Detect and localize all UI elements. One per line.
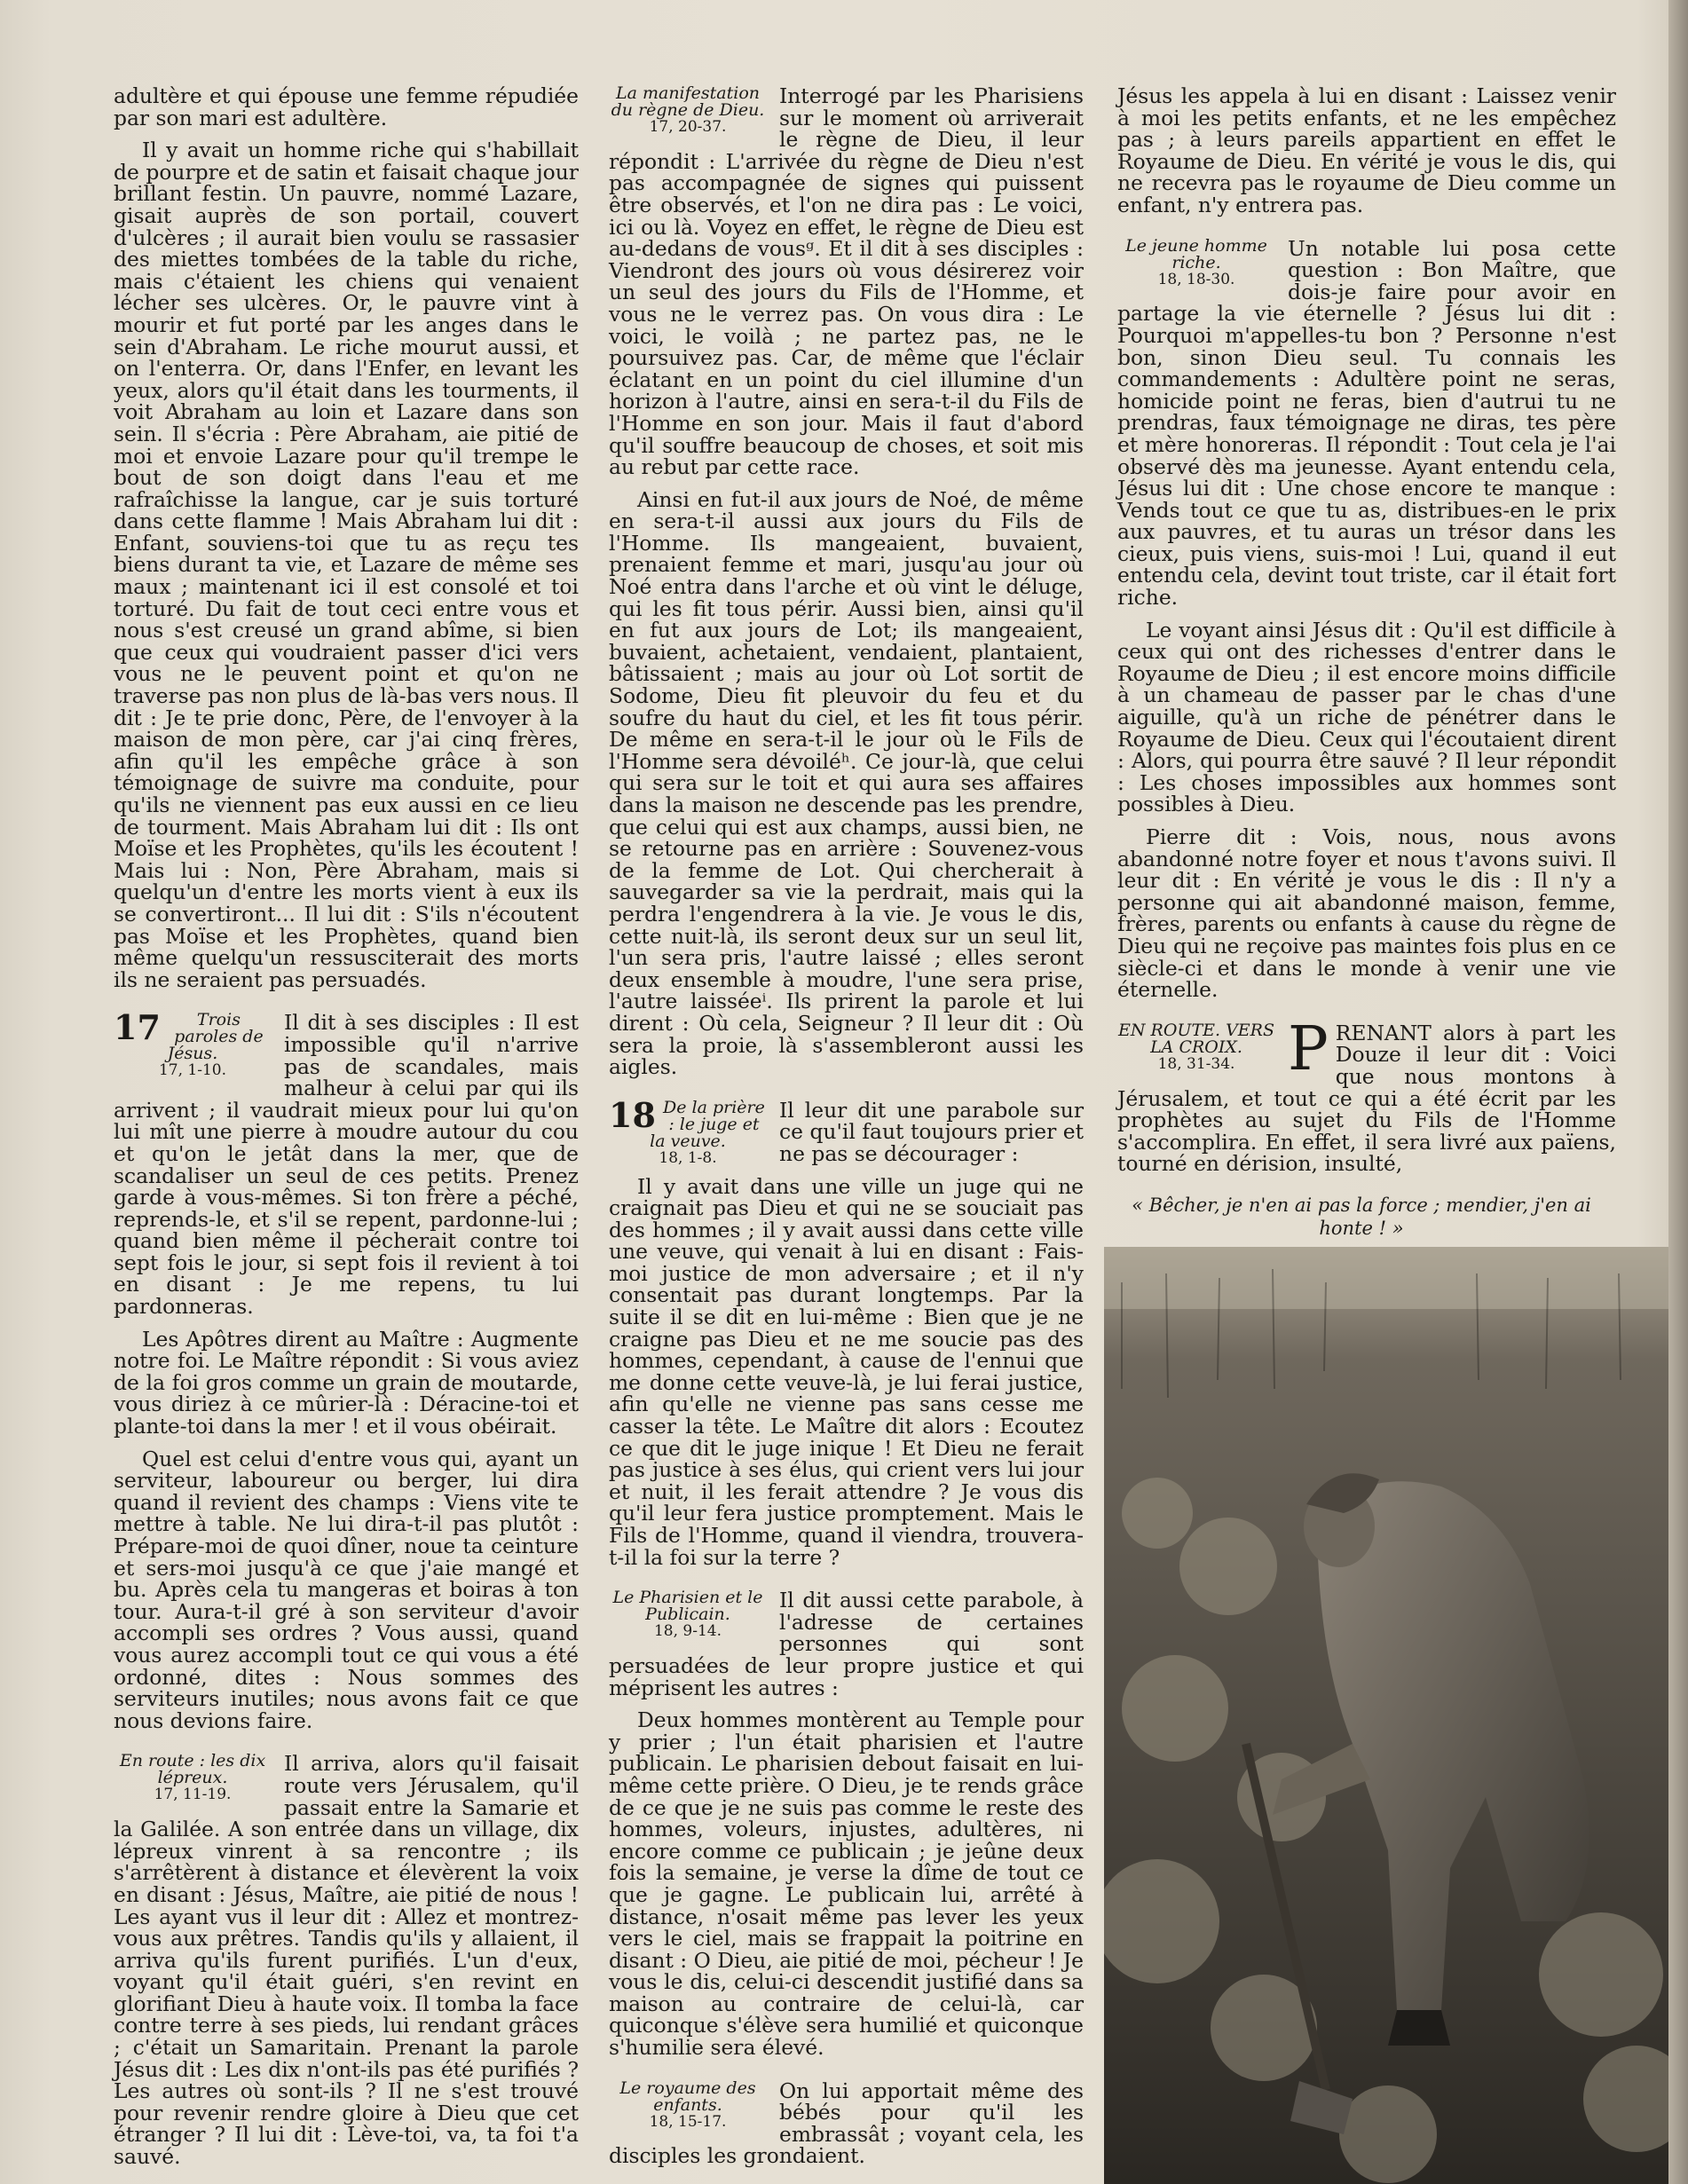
verse-reference: 18, 18-30. [1157, 270, 1235, 288]
section-heading [114, 1007, 272, 1080]
paragraph: Le voyant ainsi Jésus dit : Qu'il est difficile à ceux qui ont des richesses d'entrer dans le Royaume de Dieu ; il est encore moins difficile à un chameau de passer par le chas d'une aiguille, qu'à un riche de pénétrer dans le Royaume de Dieu. Ceux qui l'écoutaient dirent : Alors, qui pourra être sauvé ? Il leur répondit : Les choses impossibles aux hommes sont possibles à Dieu. [1117, 617, 1616, 817]
section-regne [609, 85, 1084, 1078]
paragraph: adultère et qui épouse une femme répudiée par son mari est adultère. [114, 83, 579, 130]
section-title: Le Pharisien et le Publicain. [612, 1588, 763, 1625]
section-title: Le jeune homme riche. [1125, 235, 1267, 272]
paragraph: Les Apôtres dirent au Maître : Augmente notre foi. Le Maître répondit : Si vous aviez de la foi gros comme un grain de moutarde, vous diriez à ce mûrier-là : Déracine-toi et plante-toi dans la mer ! et il vous obéirait. [114, 1326, 579, 1439]
section-heading [609, 2080, 767, 2131]
paragraph: Quel est celui d'entre vous qui, ayant un serviteur, laboureur ou berger, lui dira quand il revient des champs : Viens vite te mettre à table. Ne lui dira-t-il pas plutôt : Prépare-moi de quoi dîner, noue ta ceinture et sers-moi jusqu'à ce que j'aie mangé et bu. Après cela tu mangeras et boiras à ton tour. Aura-t-il gré à son serviteur d'avoir accompli ses ordres ? Vous aussi, quand vous aurez accompli tout ce qui vous a été ordonné, dites : Nous sommes des serviteurs inutiles; nous avons fait ce que nous devions faire. [114, 1446, 579, 1733]
paragraph: Pierre dit : Vois, nous, nous avons abandonné notre foyer et nous t'avons suivi. Il leur dit : En vérité je vous le dis : Il n'y a personne qui ait abandonné maison, femme, frères, parents ou enfants à cause du règne de Dieu qui ne reçoive pas maintes fois plus en ce siècle-ci et dans le monde à venir une vie éternelle. [1117, 824, 1616, 1003]
section-lepreux [114, 1751, 579, 2170]
paragraph: RENANT alors à part les Douze il leur dit : Voici que nous montons à Jérusalem, et tout ce qui a été écrit par les prophètes au sujet du Fils de l'Homme s'accomplira. En effet, il sera livré aux païens, tourné en dérision, insulté, [1117, 1020, 1616, 1177]
verse-reference: 18, 31-34. [1157, 1054, 1235, 1073]
photo-caption: « Bêcher, je n'en ai pas la force ; mendier, j'en ai honte ! » [1132, 1194, 1591, 1239]
section-number: 17 [114, 1007, 161, 1048]
section-vers-la-croix [1117, 1013, 1616, 1177]
section-heading [114, 1753, 272, 1803]
paragraph: Il arriva, alors qu'il faisait route vers Jérusalem, qu'il passait entre la Samarie et la Galilée. A son entrée dans un village, dix lépreux vinrent à sa rencontre ; ils s'arrêtèrent à distance et élevèrent la voix en disant : Jésus, Maître, aie pitié de nous ! Les ayant vus il leur dit : Allez et montrez-vous aux prêtres. Tandis qu'ils y allaient, il arriva qu'ils furent purifiés. L'un d'eux, voyant qu'il était guéri, s'en revint en glorifiant Dieu à haute voix. Il tomba la face contre terre à ses pieds, lui rendant grâces ; c'était un Samaritain. Prenant la parole Jésus dit : Les dix n'ont-ils pas été purifiés ? Les autres où sont-ils ? Il ne s'est trouvé pour revenir rendre gloire à Dieu que cet étranger ? Il lui dit : Lève-toi, va, ta foi t'a sauvé. [114, 1751, 579, 2170]
section-title: La manifestation du règne de Dieu. [611, 83, 765, 120]
paragraph: Deux hommes montèrent au Temple pour y prier ; l'un était pharisien et l'autre publicain. Le pharisien debout faisait en lui-même cette prière. O Dieu, je te rends grâce de ce que je ne suis pas comme le reste des hommes, voleurs, injustes, adultères, ni encore comme ce publicain ; je jeûne deux fois la semaine, je verse la dîme de tout ce que je gagne. Le publicain lui, arrêté à distance, n'osait même pas lever les yeux vers le ciel, mais se frappait la poitrine en disant : O Dieu, aie pitié de moi, pécheur ! Je vous le dis, celui-ci descendit justifié dans sa maison au contraire de celui-là, car quiconque s'élève sera humilié et quiconque s'humilie sera élevé. [609, 1707, 1084, 2061]
verse-reference: 17, 11-19. [154, 1786, 232, 1804]
verse-reference: 18, 9-14. [653, 1622, 722, 1641]
photo-illustration [1104, 1247, 1672, 2184]
verse-reference: 17, 1-10. [158, 1061, 227, 1080]
paragraph: Il y avait dans une ville un juge qui ne craignait pas Dieu et qui ne se souciait pas des hommes ; il y avait aussi dans cette ville une veuve, qui venait à lui en disant : Fais-moi justice de mon adversaire ; et il n'y consentait pas durant longtemps. Par la suite il se dit en lui-même : Bien que je ne craigne pas Dieu et ne me soucie pas des hommes, cependant, à cause de l'ennui que me donne cette veuve-là, je lui ferai justice, afin qu'elle ne vienne pas sans cesse me casser la tête. Le Maître dit alors : Ecoutez ce que dit le juge inique ! Et Dieu ne ferait pas justice à ses élus, qui crient vers lui jour et nuit, il les ferait attendre ? Je vous dis qu'il leur fera justice promptement. Mais le Fils de l'Homme, quand il viendra, trouvera-t-il la foi sur la terre ? [609, 1173, 1084, 1570]
verse-reference: 17, 20-37. [649, 118, 727, 136]
section-title: EN ROUTE. VERS LA CROIX. [1118, 1020, 1274, 1057]
section-heading [1117, 235, 1275, 288]
section-18 [609, 1094, 1084, 1570]
paragraph: Un notable lui posa cette question : Bon Maître, que dois-je faire pour avoir en partage la vie éternelle ? Jésus lui dit : Pourquoi m'appelles-tu bon ? Personne n'est bon, sinon Dieu seul. Tu connais les commandements : Adultère point ne seras, homicide point ne feras, bien d'autrui tu ne prendras, faux témoignage ne diras, tes père et mère honoreras. Il répondit : Tout cela je l'ai observé dès ma jeunesse. Ayant entendu cela, Jésus lui dit : Une chose encore te manque : Vends tout ce que tu as, distribues-en le prix aux pauvres, et tu auras un trésor dans les cieux, puis viens, suis-moi ! Lui, quand il eut entendu cela, devint tout triste, car il était fort riche. [1117, 235, 1616, 611]
paragraph-lazare: Il y avait un homme riche qui s'habillait de pourpre et de satin et faisait chaque jour brillant festin. Un pauvre, nommé Lazare, gisait auprès de son portail, couvert d'ulcères ; il aurait bien voulu se rassasier des miettes tombées de la table du riche, mais c'étaient les chiens qui venaient lécher ses ulcères. Or, le pauvre vint à mourir et fut porté par les anges dans le sein d'Abraham. Le riche mourut aussi, et on l'enterra. Or, dans l'Enfer, en levant les yeux, alors qu'il était dans les tourments, il voit Abraham au loin et Lazare dans son sein. Il s'écria : Père Abraham, aie pitié de moi et envoie Lazare pour qu'il trempe le bout de son doigt dans l'eau et me rafraîchisse la langue, car je suis torturé dans cette flamme ! Mais Abraham lui dit : Enfant, souviens-toi que tu as reçu tes biens durant ta vie, et Lazare de même ses maux ; maintenant ici il est consolé et toi torturé. Du fait de tout ceci entre vous et nous s'est creusé un grand abîme, si bien que ceux qui voudraient passer d'ici vers vous ne le peuvent point et qu'on ne traverse pas non plus de là-bas vers nous. Il dit : Je te prie donc, Père, de l'envoyer à la maison de mon père, car j'ai cinq frères, afin qu'il les empêche grâce à son témoignage de suivre ma conduite, pour qu'ils ne viennent pas eux aussi en ce lieu de tourment. Mais Abraham lui dit : Ils ont Moïse et les Prophètes, qu'ils les écoutent ! Mais lui : Non, Père Abraham, mais si quelqu'un d'entre les morts vient à eux ils se convertiront... Il lui dit : S'ils n'écoutent pas Moïse et les Prophètes, quand bien même quelqu'un ressusciterait des morts ils ne seraient pas persuadés. [114, 138, 579, 992]
column-1 [114, 85, 579, 2179]
drop-cap: P [1288, 1013, 1329, 1084]
section-enfants [609, 2080, 1084, 2167]
paragraph: Il dit aussi cette parabole, à l'adresse de certaines personnes qui sont persuadées de leur propre justice et qui méprisent les autres : [609, 1588, 1084, 1700]
paragraph: Interrogé par les Pharisiens sur le moment où arriverait le règne de Dieu, il leur répondit : L'arrivée du règne de Dieu n'est pas accompagnée de signes qui puissent être observés, et l'on ne dira pas : Le voici, ici ou là. Voyez en effet, le règne de Dieu est au-dedans de vousᵍ. Et il dit à ses disciples : Viendront des jours où vous désirerez voir un seul des jours du Fils de l'Homme, et vous ne le verrez pas. On vous dira : Le voici, le voilà ; ne partez pas, ne le poursuivez pas. Car, de même que l'éclair éclatant en un point du ciel illumine d'un horizon à l'autre, ainsi en sera-t-il du Fils de l'Homme en son jour. Mais il faut d'abord qu'il souffre beaucoup de choses, et soit mis au rebut par cette race. [609, 83, 1084, 480]
section-17 [114, 1007, 579, 1733]
section-jeune-homme-riche [1117, 235, 1616, 1003]
verse-reference: 18, 1-8. [659, 1148, 717, 1167]
paragraph: Jésus les appela à lui en disant : Laissez venir à moi les petits enfants, et ne les empêchez pas ; à leurs pareils appartient en effet le Royaume de Dieu. En vérité je vous le dis, qui ne recevra pas le royaume de Dieu comme un enfant, n'y entrera pas. [1117, 83, 1616, 217]
paragraph: Ainsi en fut-il aux jours de Noé, de même en sera-t-il aussi aux jours du Fils de l'Homme. Ils mangeaient, buvaient, prenaient femme et mari, jusqu'au jour où Noé entra dans l'arche et où vint le déluge, qui les fit tous périr. Aussi bien, ainsi qu'il en fut aux jours de Lot; ils mangeaient, buvaient, achetaient, vendaient, plantaient, bâtissaient ; mais au jour où Lot sortit de Sodome, Dieu fit pleuvoir du feu et du soufre du haut du ciel, et les fit tous périr. De même en sera-t-il le jour où le Fils de l'Homme sera dévoiléʰ. Ce jour-là, que celui qui sera sur le toit et qui aura ses affaires dans la maison ne descende pas les prendre, que celui qui est aux champs, aussi bien, ne se retourne pas en arrière : Souvenez-vous de la femme de Lot. Qui chercherait à sauvegarder sa vie la perdrait, mais qui la perdra l'engendrera à la vie. Je vous le dis, cette nuit-là, ils seront deux sur un seul lit, l'un sera pris, l'autre laissé ; elles seront deux ensemble à moudre, l'une sera prise, l'autre laisséeⁱ. Ils prirent la parole et lui dirent : Où cela, Seigneur ? Il leur dit : Où sera la proie, là s'assembleront aussi les aigles. [609, 486, 1084, 1080]
section-heading [609, 1589, 767, 1640]
column-2 [609, 85, 1084, 2178]
verse-reference: 18, 15-17. [649, 2112, 727, 2131]
column-3 [1117, 85, 1616, 1186]
section-heading [1117, 1022, 1275, 1073]
section-title: De la prière : le juge et la veuve. [650, 1097, 765, 1151]
paragraph: Il leur dit une parabole sur ce qu'il faut toujours prier et ne pas se décourager : [779, 1097, 1084, 1166]
section-heading [609, 1094, 767, 1167]
section-title: Le royaume des enfants. [619, 2078, 756, 2115]
section-title: En route : les dix lépreux. [119, 1751, 266, 1788]
section-title: Trois paroles de Jésus. [167, 1010, 264, 1064]
section-heading [609, 85, 767, 136]
section-number: 18 [609, 1094, 656, 1135]
paragraph: On lui apportait même des bébés pour qu'il les embrassât ; voyant cela, les disciples les grondaient. [609, 2078, 1084, 2169]
paragraph: Il dit à ses disciples : Il est impossible qu'il n'arrive pas de scandales, mais malheur à celui par qui ils arrivent ; il vaudrait mieux pour lui qu'on lui mît une pierre à moudre autour du cou et qu'on le jetât dans la mer, que de scandaliser un seul de ces petits. Prenez garde à vous-mêmes. Si ton frère a péché, reprends-le, et s'il se repent, pardonne-lui ; quand bien même il pécherait contre toi sept fois le jour, si sept fois il revient à toi en disant : Je me repens, tu lui pardonneras. [114, 1010, 579, 1320]
photo-man-digging [1104, 1247, 1672, 2184]
section-pharisien [609, 1588, 1084, 2061]
page-edge [1668, 0, 1688, 2184]
